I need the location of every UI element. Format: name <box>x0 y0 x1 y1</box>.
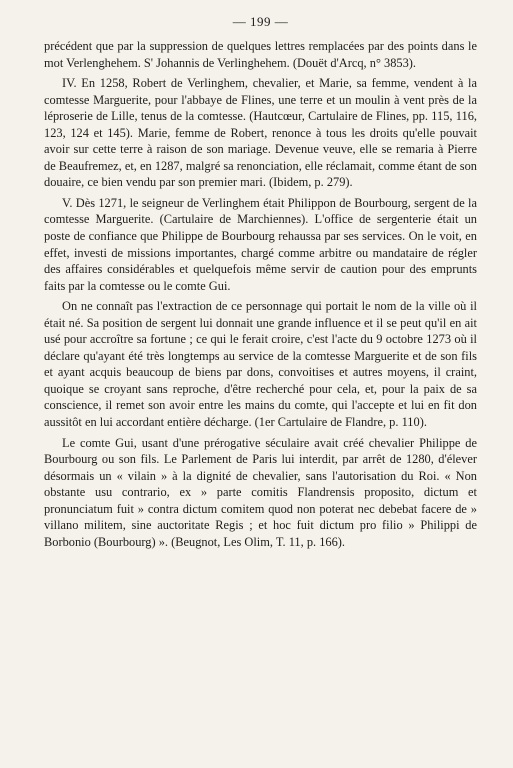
paragraph-section-v: V. Dès 1271, le seigneur de Verlinghem était Philippon de Bourbourg, sergent de la comtesse Marguerite. (Cartulaire de Marchiennes). L'office de sergenterie était un poste de confiance que Philippe de Bourbourg rehaussa par ses services. On le voit, en effet, investi de missions importantes, chargé comme arbitre ou mandataire de régler des affaires considérables et quelquefois même servir de caution pour des emprunts faits par la comtesse ou le comte Gui. <box>44 195 477 293</box>
paragraph-continuation: précédent que par la suppression de quelques lettres remplacées par des points dans le mot Verlenghehem. S' Johannis de Verlinghehem. (Douët d'Arcq, n° 3853). <box>44 39 477 70</box>
paragraph-origin: On ne connaît pas l'extraction de ce personnage qui portait le nom de la ville où il était né. Sa position de sergent lui donnait une grande influence et il se peut qu'il en ait usé pour accroître sa fortune ; ce qui le ferait croire, c'est l'acte du 9 octobre 1273 où il déclare qu'ayant été très longtemps au service de la comtesse Marguerite et de son fils et ayant acquis beaucoup de biens par dons, convoitises et autres moyens, il craint, quoique se croyant sans reproche, d'être recherché pour cela, et, pour la paix de sa conscience, il remet son avoir entre les mains du comte, qui l'accepte et lui en fit don aussitôt en lui accordant entière décharge. (1er Cartulaire de Flandre, p. 110). <box>44 299 477 430</box>
page-number: — 199 — <box>232 14 289 29</box>
paragraph-section-iv: IV. En 1258, Robert de Verlinghem, chevalier, et Marie, sa femme, vendent à la comtesse Marguerite, pour l'abbaye de Flines, une terre et un moulin à vent près de la léproserie de Lille, tenus de la comtesse. (Hautcœur, Cartulaire de Flines, pp. 115, 116, 123, 124 et 145). Marie, femme de Robert, renonce à tous les droits qu'elle pouvait avoir sur cette terre à raison de son mariage. Devenue veuve, elle se remaria à Pierre de Beaufremez, et, en 1287, malgré sa renonciation, elle réclamait, comme étant de son douaire, ce bien vendu par son premier mari. (Ibidem, p. 279). <box>44 76 477 190</box>
paragraph-comte-gui: Le comte Gui, usant d'une prérogative séculaire avait créé chevalier Philippe de Bourbourg ou son fils. Le Parlement de Paris lui interdit, par arrêt de 1280, d'élever désormais un « vilain » à la dignité de chevalier, sans l'autorisation du Roi. « Non obstante usu contrario, ex » parte comitis Flandrensis proposito, dictum et pronunciatum fuit » contra dictum comitem quod non poterat nec debebat facere de » villano militem, sine auctoritate Regis ; et hoc fuit dictum pro filio » Philippi de Borbonio (Bourbourg) ». (Beugnot, Les Olim, T. 11, p. 166). <box>44 435 477 549</box>
